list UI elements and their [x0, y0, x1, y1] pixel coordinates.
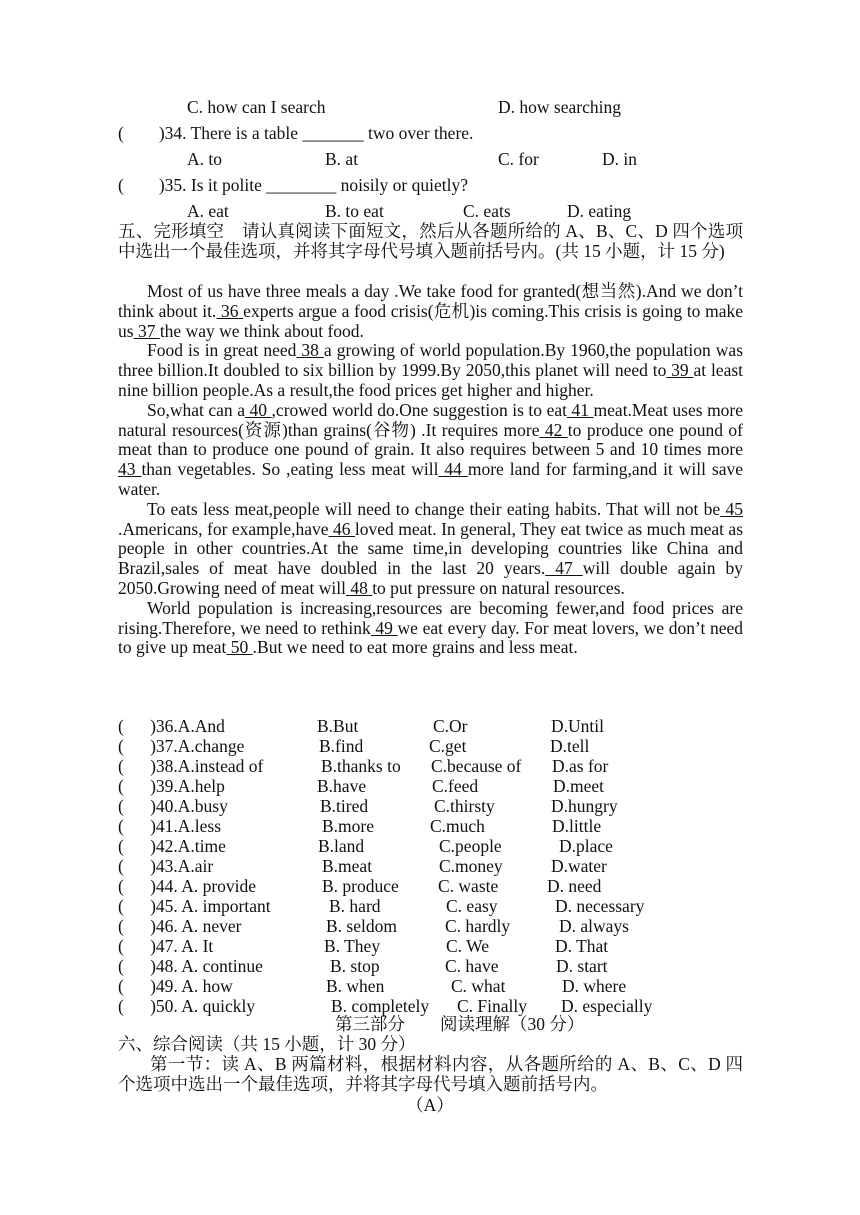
blank-45: 45 [720, 498, 744, 519]
q33-option-c: C. how can I search [187, 97, 326, 117]
exam-page: C. how can I search D. how searching ( )34. There is a table _______ two over there. A. to B. at C. for D. in ( )35. Is it polite ________ noisily or quietly? A. eat B. to eat C. eats D. eating 五、完形填空 请认真阅读下面短文，然后从各题所给的 A、B、C、D 四个选项中选出一个最佳选项，并将其字母代号填入题前括号内。(共 15 小题，计 15 分) Most of us have three meals a day .We take food for granted(想当然).And we don’t think about it. 36 experts argue a food crisis(危机)is coming.This crisis is going to make us 37 the way we think about food. Food is in great need 38 a growing of world population.By 1960,the population was three billion.It doubled to six billion by 1999.By 2050,this planet will need to 39 at least nine billion people.As a result,the food prices get higher and higher. So,what can a 40 ,crowed world do.One suggestion is to eat 41 meat.Meat uses more natural resources(资源)than grains(谷物) .It requires more 42 to produce one pound of meat than to produce one pound of grain. It also requires between 5 and 10 times more 43 than vegetables. So ,eating less meat will 44 more land for farming,and it will save water. To eats less meat,people will need to change their eating habits. That will not be 45 .Americans, for example,have 46 loved meat. In general, They eat twice as much meat as people in other countries.At the same time,in developing countries like China and Brazil,sales of meat have doubled in the last 20 years. 47 will double again by 2050.Growing need of meat will 48 to put pressure on natural resources. World population is increasing,resources are becoming fewer,and food prices are rising.Therefore, we need to rethink 49 we eat every day. For meat lovers, we don’t need to give up meat 50 .But we need to eat more grains and less meat. ( )36.A.And B.But C.Or D.Until ( )37.A.change B.find C.get D.tell ( )38.A.instead of B.thanks to C.because of D.as for ( )39.A.help B.have C.feed D.meet ( )40.A.busy B.tired C.thirsty D.hungry ( )41.A.less B.more C.much D.little ( )42.A.time B.land C.people D.place ( )43.A.air B.meat C.money D.water ( )44. A. provide B. produce C. waste D. need ( )45. A. important B. hard C. easy D. necessary ( )46. A. never B. seldom C. hardly D. always ( )47. A. It B. They C. We D. That ( )48. A. continue B. stop C. have D. start ( )49. A. how B. when C. what D. where ( )50. A. quickly B. completely C. Finally D. especially 第三部分 阅读理解（30 分） 六、综合阅读（共 15 小题，计 30 分） 第一节：读 A、B 两篇材料，根据材料内容，从各题所给的 A、B、C、D 四个选项中选出一个最佳选项，并将其字母代号填入题前括号内。 （A） [0, 0, 860, 1215]
blank-43: 43 [118, 459, 142, 480]
passage-paragraph: To eats less meat,people will need to change their eating habits. That will not be 45 .Americans, for example,have 46 loved meat. In general, They eat twice as much meat as people in other countries.At the same time,in developing countries like China and Brazil,sales of meat have doubled in the last 20 years. 47 will double again by 2050.Growing need of meat will 48 to put pressure on natural resources. [118, 498, 744, 598]
q34-option-d: D. in [602, 149, 637, 169]
q34-stem: ( )34. There is a table _______ two over there. [118, 123, 474, 143]
passage-paragraph: World population is increasing,resources are becoming fewer,and food prices are rising.Therefore, we need to rethink 49 we eat every day. For meat lovers, we don’t need to give up meat 50 .But we need to eat more grains and less meat. [118, 597, 743, 658]
q35-option-d: D. eating [567, 201, 632, 221]
blank-38: 38 [296, 340, 324, 361]
q33-option-d: D. how searching [498, 97, 621, 117]
blank-42: 42 [539, 419, 568, 440]
part-three-heading: 第三部分 阅读理解（30 分） [335, 1014, 585, 1034]
section-six-heading: 六、综合阅读（共 15 小题，计 30 分） [118, 1034, 416, 1054]
passage-a-label: （A） [406, 1095, 454, 1115]
q35-stem: ( )35. Is it polite ________ noisily or quietly? [118, 175, 468, 195]
section-six-instruction: 第一节：读 A、B 两篇材料，根据材料内容，从各题所给的 A、B、C、D 四个选项中选出一个最佳选项，并将其字母代号填入题前括号内。 [118, 1054, 743, 1094]
passage-paragraph: Most of us have three meals a day .We take food for granted(想当然).And we don’t think about it. 36 experts argue a food crisis(危机)is coming.This crisis is going to make us 37 the way we think about food. [118, 281, 744, 341]
q35-option-b: B. to eat [325, 201, 384, 221]
blank-49: 49 [370, 617, 398, 638]
blank-48: 48 [345, 577, 373, 598]
q34-option-c: C. for [498, 149, 539, 169]
q34-option-a: A. to [187, 149, 222, 169]
blank-37: 37 [133, 320, 160, 341]
blank-47: 47 [545, 558, 583, 579]
blank-41: 41 [566, 399, 594, 420]
blank-46: 46 [328, 518, 355, 539]
section-five-heading: 五、完形填空 请认真阅读下面短文，然后从各题所给的 A、B、C、D 四个选项中选出一个最佳选项，并将其字母代号填入题前括号内。(共 15 小题，计 15 分) [118, 221, 743, 261]
q34-option-b: B. at [325, 149, 359, 169]
passage-paragraph: Food is in great need 38 a growing of world population.By 1960,the population was three billion.It doubled to six billion by 1999.By 2050,this planet will need to 39 at least nine billion people.As a result,the food prices get higher and higher. [118, 340, 744, 400]
blank-50: 50 [226, 637, 253, 658]
blank-44: 44 [438, 459, 468, 480]
blank-39: 39 [666, 360, 694, 381]
passage-paragraph: So,what can a 40 ,crowed world do.One suggestion is to eat 41 meat.Meat uses more natural resources(资源)than grains(谷物) .It requires more 42 to produce one pound of meat than to produce one pound of grain. It also requires between 5 and 10 times more 43 than vegetables. So ,eating less meat will 44 more land for farming,and it will save water. [118, 399, 744, 499]
blank-40: 40 [244, 399, 272, 420]
q35-option-c: C. eats [463, 201, 511, 221]
blank-36: 36 [216, 300, 244, 321]
q35-option-a: A. eat [187, 201, 229, 221]
cloze-passage [118, 282, 743, 658]
